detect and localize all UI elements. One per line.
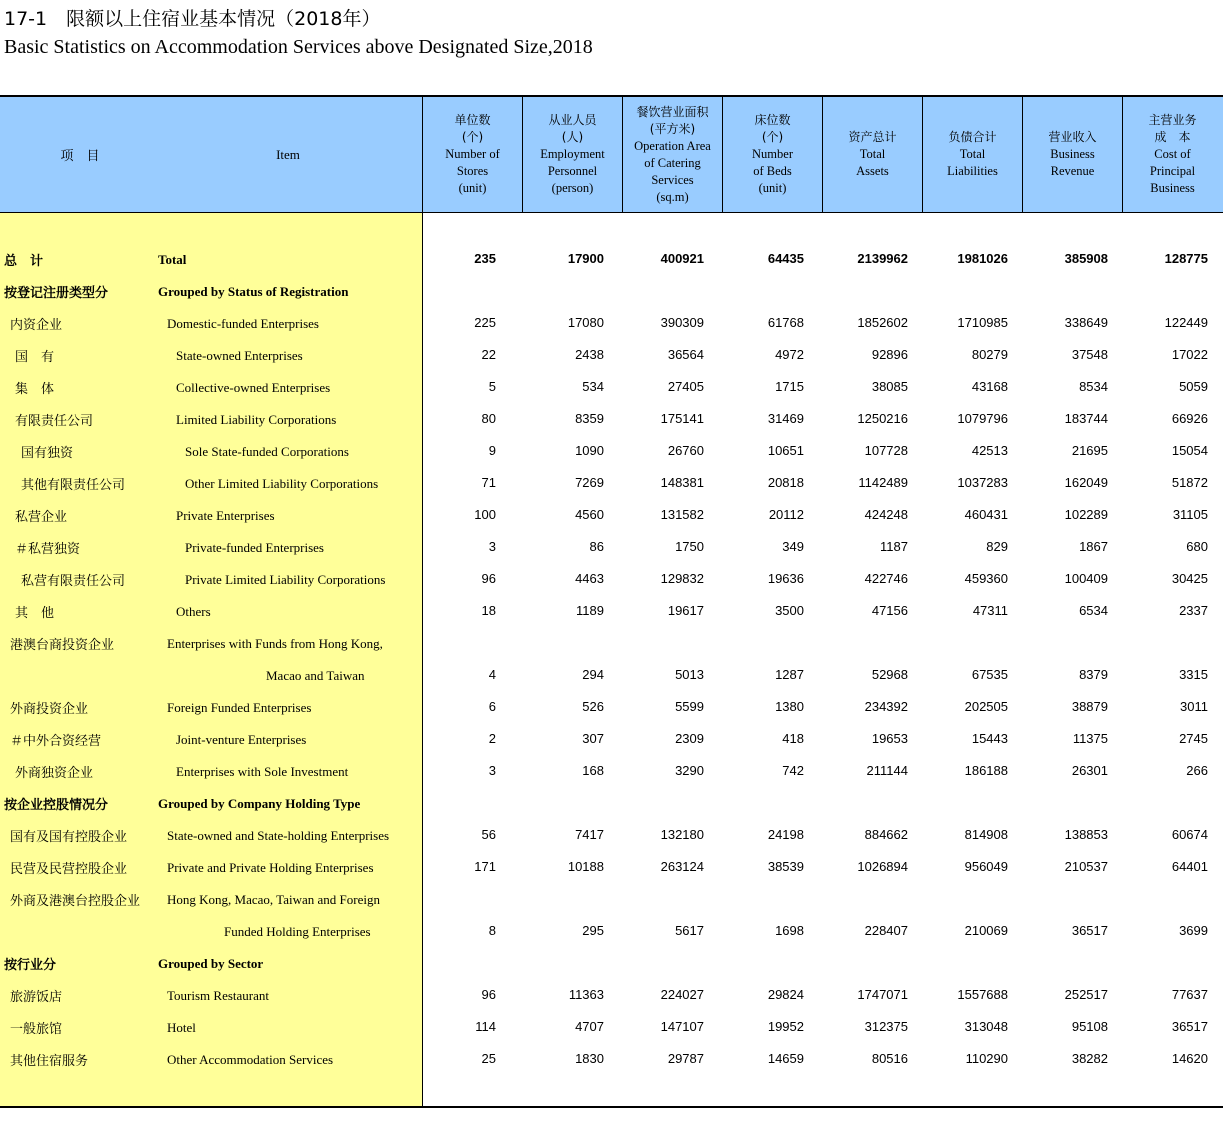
header-en-line: Number of xyxy=(445,147,500,161)
table-cell-value: 4707 xyxy=(575,1019,604,1034)
row-label-cn: ＃私营独资 xyxy=(15,542,81,557)
table-cell-value: 4972 xyxy=(775,347,804,362)
table-cell-value: 1747071 xyxy=(857,987,908,1002)
table-cell-value: 51872 xyxy=(1171,475,1208,490)
table-cell-value: 30425 xyxy=(1171,571,1208,586)
table-cell-value: 29824 xyxy=(767,987,804,1002)
table-cell-value: 1142489 xyxy=(858,475,908,490)
table-cell-value: 5617 xyxy=(675,923,704,938)
header-en-line: Total xyxy=(859,147,886,161)
row-label-en: Macao and Taiwan xyxy=(266,668,365,683)
table-cell-value: 4463 xyxy=(575,571,604,586)
table-cell-value: 100409 xyxy=(1064,571,1108,586)
row-label-en: Other Limited Liability Corporations xyxy=(185,476,379,491)
table-cell-value: 4 xyxy=(488,667,496,682)
table-cell-value: 80516 xyxy=(871,1051,908,1066)
table-cell-value: 132180 xyxy=(660,827,704,842)
table-cell-value: 5599 xyxy=(675,699,704,714)
table-cell-value: 29787 xyxy=(667,1051,704,1066)
table-cell-value: 186188 xyxy=(964,763,1008,778)
table-cell-value: 92896 xyxy=(871,347,908,362)
table-cell-value: 19617 xyxy=(667,603,704,618)
table-cell-value: 19653 xyxy=(871,731,908,746)
header-cn-line: 成 本 xyxy=(1154,130,1191,144)
table-cell-value: 459360 xyxy=(964,571,1008,586)
header-en-line: (person) xyxy=(551,181,594,195)
table-cell-value: 418 xyxy=(782,731,804,746)
table-cell-value: 66926 xyxy=(1171,411,1208,426)
table-cell-value: 1981026 xyxy=(957,251,1008,266)
header-column-4 xyxy=(723,97,822,212)
row-label-cn: 按企业控股情况分 xyxy=(4,798,109,813)
table-cell-value: 5013 xyxy=(675,667,704,682)
table-cell-value: 814908 xyxy=(964,827,1008,842)
table-cell-value: 43168 xyxy=(971,379,1008,394)
table-cell-value: 20818 xyxy=(767,475,804,490)
header-en-line: (sq.m) xyxy=(656,189,689,204)
table-cell-value: 52968 xyxy=(871,667,908,682)
table-cell-value: 422746 xyxy=(864,571,908,586)
row-label-cn: 私营企业 xyxy=(15,510,68,525)
header-item-en: Item xyxy=(276,146,300,162)
table-cell-value: 8379 xyxy=(1079,667,1108,682)
header-en-line: Total xyxy=(959,147,986,161)
page-title-en: Basic Statistics on Accommodation Services above Designated Size,2018 xyxy=(4,36,593,58)
header-en-line: Revenue xyxy=(1050,164,1095,178)
table-cell-value: 424248 xyxy=(864,507,908,522)
table-cell-value: 211144 xyxy=(866,763,908,778)
table-cell-value: 1079796 xyxy=(957,411,1008,426)
table-cell-value: 295 xyxy=(582,923,604,938)
row-label-en: Grouped by Sector xyxy=(158,956,264,971)
table-cell-value: 2337 xyxy=(1179,603,1208,618)
row-label-en: Foreign Funded Enterprises xyxy=(167,700,312,715)
table-cell-value: 107728 xyxy=(864,443,908,458)
table-cell-value: 64435 xyxy=(767,251,804,266)
table-cell-value: 38085 xyxy=(871,379,908,394)
table-cell-value: 27405 xyxy=(667,379,704,394)
table-cell-value: 1380 xyxy=(775,699,804,714)
table-cell-value: 37548 xyxy=(1071,347,1108,362)
row-label-en: Enterprises with Sole Investment xyxy=(176,764,349,779)
header-column-1 xyxy=(423,97,522,212)
table-cell-value: 80279 xyxy=(971,347,1008,362)
table-cell-value: 183744 xyxy=(1064,411,1108,426)
table-cell-value: 122449 xyxy=(1164,315,1208,330)
table-cell-value: 14659 xyxy=(767,1051,804,1066)
header-column-3 xyxy=(623,97,722,212)
table-cell-value: 534 xyxy=(582,379,604,394)
table-cell-value: 36517 xyxy=(1071,923,1108,938)
table-cell-value: 26301 xyxy=(1071,763,1108,778)
header-en-line: of Beds xyxy=(753,164,792,178)
table-cell-value: 1698 xyxy=(775,923,804,938)
table-cell-value: 171 xyxy=(474,859,496,874)
row-label-cn: 外商独资企业 xyxy=(15,766,94,781)
table-cell-value: 102289 xyxy=(1064,507,1108,522)
table-cell-value: 1715 xyxy=(775,379,804,394)
table-cell-value: 168 xyxy=(582,763,604,778)
row-label-cn: 有限责任公司 xyxy=(15,414,94,429)
table-cell-value: 2 xyxy=(488,731,496,746)
header-cn-line: 主营业务 xyxy=(1148,113,1197,127)
table-cell-value: 7417 xyxy=(575,827,604,842)
row-label-cn: 总 计 xyxy=(4,254,44,269)
table-cell-value: 60674 xyxy=(1171,827,1208,842)
table-cell-value: 86 xyxy=(589,539,604,554)
header-item-cn: 项 目 xyxy=(60,149,100,164)
table-cell-value: 1287 xyxy=(775,667,804,682)
table-cell-value: 31469 xyxy=(767,411,804,426)
row-label-en: State-owned and State-holding Enterprises xyxy=(167,828,390,843)
table-cell-value: 47311 xyxy=(972,603,1008,618)
table-cell-value: 1830 xyxy=(575,1051,604,1066)
table-cell-value: 20112 xyxy=(768,507,804,522)
header-cn-line: 餐饮营业面积 xyxy=(636,104,709,119)
table-cell-value: 77637 xyxy=(1171,987,1208,1002)
table-cell-value: 96 xyxy=(481,987,496,1002)
table-cell-value: 47156 xyxy=(871,603,908,618)
table-cell-value: 526 xyxy=(582,699,604,714)
table-cell-value: 19636 xyxy=(767,571,804,586)
row-label-cn: 外商投资企业 xyxy=(10,702,89,717)
table-cell-value: 11363 xyxy=(568,987,604,1002)
header-column-2 xyxy=(523,97,622,212)
header-en-line: Operation Area xyxy=(634,138,711,153)
table-cell-value: 11375 xyxy=(1072,731,1108,746)
table-cell-value: 148381 xyxy=(660,475,704,490)
table-cell-value: 4560 xyxy=(575,507,604,522)
row-label-en: Sole State-funded Corporations xyxy=(185,444,349,459)
row-label-en: Private and Private Holding Enterprises xyxy=(167,860,374,875)
header-en-line: Number xyxy=(752,147,793,161)
header-en-line: (unit) xyxy=(458,181,487,195)
row-label-cn: 其他有限责任公司 xyxy=(21,478,126,493)
row-label-en: Collective-owned Enterprises xyxy=(176,380,331,395)
table-cell-value: 9 xyxy=(488,443,496,458)
table-cell-value: 3500 xyxy=(775,603,804,618)
table-cell-value: 56 xyxy=(481,827,496,842)
table-cell-value: 3315 xyxy=(1179,667,1208,682)
table-cell-value: 1867 xyxy=(1079,539,1108,554)
header-column-8 xyxy=(1123,97,1222,212)
row-label-en: Other Accommodation Services xyxy=(167,1052,334,1067)
table-cell-value: 5 xyxy=(488,379,496,394)
table-cell-value: 10651 xyxy=(767,443,804,458)
row-label-cn: 其 他 xyxy=(15,606,55,621)
row-label-en: Grouped by Company Holding Type xyxy=(158,796,361,811)
table-cell-value: 312375 xyxy=(864,1019,908,1034)
table-cell-value: 38879 xyxy=(1071,699,1108,714)
header-en-line: Cost of xyxy=(1154,147,1191,161)
table-cell-value: 3011 xyxy=(1180,699,1208,714)
table-cell-value: 1037283 xyxy=(957,475,1008,490)
table-cell-value: 147107 xyxy=(660,1019,704,1034)
table-cell-value: 80 xyxy=(481,411,496,426)
row-label-cn: 按行业分 xyxy=(4,958,57,973)
header-en-line: Assets xyxy=(856,164,889,178)
row-label-cn: 私营有限责任公司 xyxy=(21,574,126,589)
table-cell-value: 235 xyxy=(474,251,496,266)
header-en-line: Services xyxy=(651,172,694,187)
table-cell-value: 26760 xyxy=(667,443,704,458)
header-en-line: Personnel xyxy=(547,164,598,178)
table-cell-value: 1750 xyxy=(675,539,704,554)
table-cell-value: 2309 xyxy=(675,731,704,746)
table-cell-value: 22 xyxy=(481,347,496,362)
table-cell-value: 829 xyxy=(986,539,1008,554)
table-cell-value: 131582 xyxy=(660,507,704,522)
row-label-en: Funded Holding Enterprises xyxy=(224,924,371,939)
table-cell-value: 64401 xyxy=(1171,859,1208,874)
table-cell-value: 114 xyxy=(475,1019,496,1034)
table-cell-value: 17080 xyxy=(567,315,604,330)
table-cell-value: 1189 xyxy=(576,603,604,618)
header-cn-line: 营业收入 xyxy=(1048,130,1097,144)
table-cell-value: 8534 xyxy=(1079,379,1108,394)
row-label-en: Enterprises with Funds from Hong Kong, xyxy=(167,636,383,651)
table-cell-value: 3 xyxy=(488,763,496,778)
row-label-en: Tourism Restaurant xyxy=(167,988,269,1003)
row-label-en: Total xyxy=(158,252,187,267)
table-cell-value: 294 xyxy=(582,667,604,682)
table-cell-value: 6 xyxy=(488,699,496,714)
row-label-cn: 按登记注册类型分 xyxy=(4,286,109,301)
table-cell-value: 100 xyxy=(474,507,496,522)
table-cell-value: 175141 xyxy=(660,411,704,426)
row-label-en: Others xyxy=(176,604,211,619)
row-label-en: Hotel xyxy=(167,1020,196,1035)
header-cn-line: 负债合计 xyxy=(948,130,997,144)
row-label-cn: 国 有 xyxy=(15,350,55,365)
table-cell-value: 3699 xyxy=(1179,923,1208,938)
header-column-7 xyxy=(1023,97,1122,212)
table-cell-value: 385908 xyxy=(1064,251,1108,266)
header-column-5 xyxy=(823,97,922,212)
table-cell-value: 742 xyxy=(782,763,804,778)
table-cell-value: 1557688 xyxy=(957,987,1008,1002)
row-label-en: Private Enterprises xyxy=(176,508,275,523)
table-cell-value: 10188 xyxy=(567,859,604,874)
table-cell-value: 338649 xyxy=(1064,315,1108,330)
table-cell-value: 263124 xyxy=(660,859,704,874)
table-cell-value: 266 xyxy=(1186,763,1208,778)
row-label-en: Joint-venture Enterprises xyxy=(176,732,307,747)
table-cell-value: 8 xyxy=(488,923,496,938)
table-cell-value: 202505 xyxy=(964,699,1008,714)
table-cell-value: 15443 xyxy=(971,731,1008,746)
table-cell-value: 3290 xyxy=(675,763,704,778)
header-cn-line: 资产总计 xyxy=(848,130,897,144)
table-cell-value: 1710985 xyxy=(957,315,1008,330)
table-bottom-rule xyxy=(0,1106,1223,1108)
row-label-cn: 其他住宿服务 xyxy=(10,1054,89,1069)
row-label-cn: 一般旅馆 xyxy=(10,1022,63,1037)
table-cell-value: 7269 xyxy=(575,475,604,490)
table-cell-value: 71 xyxy=(481,475,496,490)
header-cn-line: 单位数 xyxy=(454,113,491,127)
row-label-cn: 港澳台商投资企业 xyxy=(10,638,115,653)
table-cell-value: 884662 xyxy=(864,827,908,842)
table-cell-value: 38539 xyxy=(767,859,804,874)
table-cell-value: 25 xyxy=(481,1051,496,1066)
table-cell-value: 5059 xyxy=(1179,379,1208,394)
row-label-en: State-owned Enterprises xyxy=(176,348,303,363)
row-label-cn: 内资企业 xyxy=(10,318,63,333)
table-cell-value: 31105 xyxy=(1172,507,1208,522)
table-cell-value: 128775 xyxy=(1164,251,1208,266)
row-label-cn: 集 体 xyxy=(15,382,55,397)
table-cell-value: 17900 xyxy=(567,251,604,266)
table-cell-value: 61768 xyxy=(767,315,804,330)
row-label-cn: 民营及民营控股企业 xyxy=(10,862,128,877)
table-cell-value: 110290 xyxy=(965,1051,1008,1066)
table-cell-value: 210537 xyxy=(1064,859,1108,874)
table-cell-value: 6534 xyxy=(1079,603,1108,618)
table-cell-value: 224027 xyxy=(660,987,704,1002)
page-title-cn: 17-1 限额以上住宿业基本情况（2018年） xyxy=(4,8,381,30)
table-cell-value: 1090 xyxy=(575,443,604,458)
header-en-line: Business xyxy=(1050,147,1095,161)
table-cell-value: 210069 xyxy=(964,923,1008,938)
table-cell-value: 138853 xyxy=(1064,827,1108,842)
header-cn-line: (人) xyxy=(561,130,584,144)
table-cell-value: 162049 xyxy=(1064,475,1108,490)
row-label-en: Private-funded Enterprises xyxy=(185,540,324,555)
table-cell-value: 1250216 xyxy=(857,411,908,426)
table-cell-value: 67535 xyxy=(971,667,1008,682)
table-cell-value: 225 xyxy=(474,315,496,330)
header-cn-line: 床位数 xyxy=(754,113,791,127)
row-label-cn: 外商及港澳台控股企业 xyxy=(10,894,141,909)
row-label-cn: 国有及国有控股企业 xyxy=(10,830,128,845)
table-cell-value: 42513 xyxy=(971,443,1008,458)
table-cell-value: 3 xyxy=(488,539,496,554)
table-cell-value: 36564 xyxy=(667,347,704,362)
table-cell-value: 1187 xyxy=(880,539,908,554)
row-label-cn: 国有独资 xyxy=(21,446,74,461)
table-cell-value: 17022 xyxy=(1171,347,1208,362)
table-cell-value: 2438 xyxy=(575,347,604,362)
table-cell-value: 390309 xyxy=(660,315,704,330)
table-cell-value: 2745 xyxy=(1179,731,1208,746)
row-label-en: Limited Liability Corporations xyxy=(176,412,337,427)
table-cell-value: 21695 xyxy=(1071,443,1108,458)
table-cell-value: 8359 xyxy=(575,411,604,426)
row-label-cn: 旅游饭店 xyxy=(10,990,63,1005)
header-en-line: Business xyxy=(1150,181,1195,195)
table-cell-value: 95108 xyxy=(1071,1019,1108,1034)
row-label-en: Grouped by Status of Registration xyxy=(158,284,349,299)
table-cell-value: 680 xyxy=(1186,539,1208,554)
header-cn-line: 从业人员 xyxy=(548,113,597,127)
header-bottom-rule xyxy=(0,212,1223,213)
row-label-cn: ＃中外合资经营 xyxy=(10,734,102,749)
table-cell-value: 234392 xyxy=(864,699,908,714)
item-column-background xyxy=(0,212,422,1107)
header-cn-line: (个) xyxy=(761,130,784,144)
table-cell-value: 18 xyxy=(481,603,496,618)
header-cn-line: (平方米) xyxy=(649,121,696,136)
table-cell-value: 2139962 xyxy=(857,251,908,266)
table-cell-value: 24198 xyxy=(767,827,804,842)
header-en-line: Liabilities xyxy=(947,164,998,178)
table-cell-value: 96 xyxy=(481,571,496,586)
table-cell-value: 307 xyxy=(582,731,604,746)
table-cell-value: 129832 xyxy=(660,571,704,586)
row-label-en: Private Limited Liability Corporations xyxy=(185,572,386,587)
row-label-en: Hong Kong, Macao, Taiwan and Foreign xyxy=(167,892,380,907)
table-cell-value: 19952 xyxy=(767,1019,804,1034)
table-cell-value: 1852602 xyxy=(857,315,908,330)
table-cell-value: 349 xyxy=(782,539,804,554)
table-cell-value: 252517 xyxy=(1064,987,1108,1002)
row-label-en: Domestic-funded Enterprises xyxy=(167,316,319,331)
table-cell-value: 400921 xyxy=(660,251,704,266)
table-cell-value: 36517 xyxy=(1171,1019,1208,1034)
table-cell-value: 1026894 xyxy=(857,859,908,874)
header-cn-line: (个) xyxy=(461,130,484,144)
header-en-line: Employment xyxy=(540,147,605,161)
header-en-line: of Catering xyxy=(644,155,701,170)
header-en-line: Stores xyxy=(456,164,489,178)
header-column-6 xyxy=(923,97,1022,212)
table-cell-value: 228407 xyxy=(864,923,908,938)
table-cell-value: 956049 xyxy=(964,859,1008,874)
table-cell-value: 38282 xyxy=(1071,1051,1108,1066)
header-en-line: Principal xyxy=(1149,164,1196,178)
header-en-line: (unit) xyxy=(758,181,787,195)
table-cell-value: 313048 xyxy=(964,1019,1008,1034)
table-cell-value: 14620 xyxy=(1171,1051,1208,1066)
table-cell-value: 460431 xyxy=(964,507,1008,522)
table-cell-value: 15054 xyxy=(1171,443,1208,458)
